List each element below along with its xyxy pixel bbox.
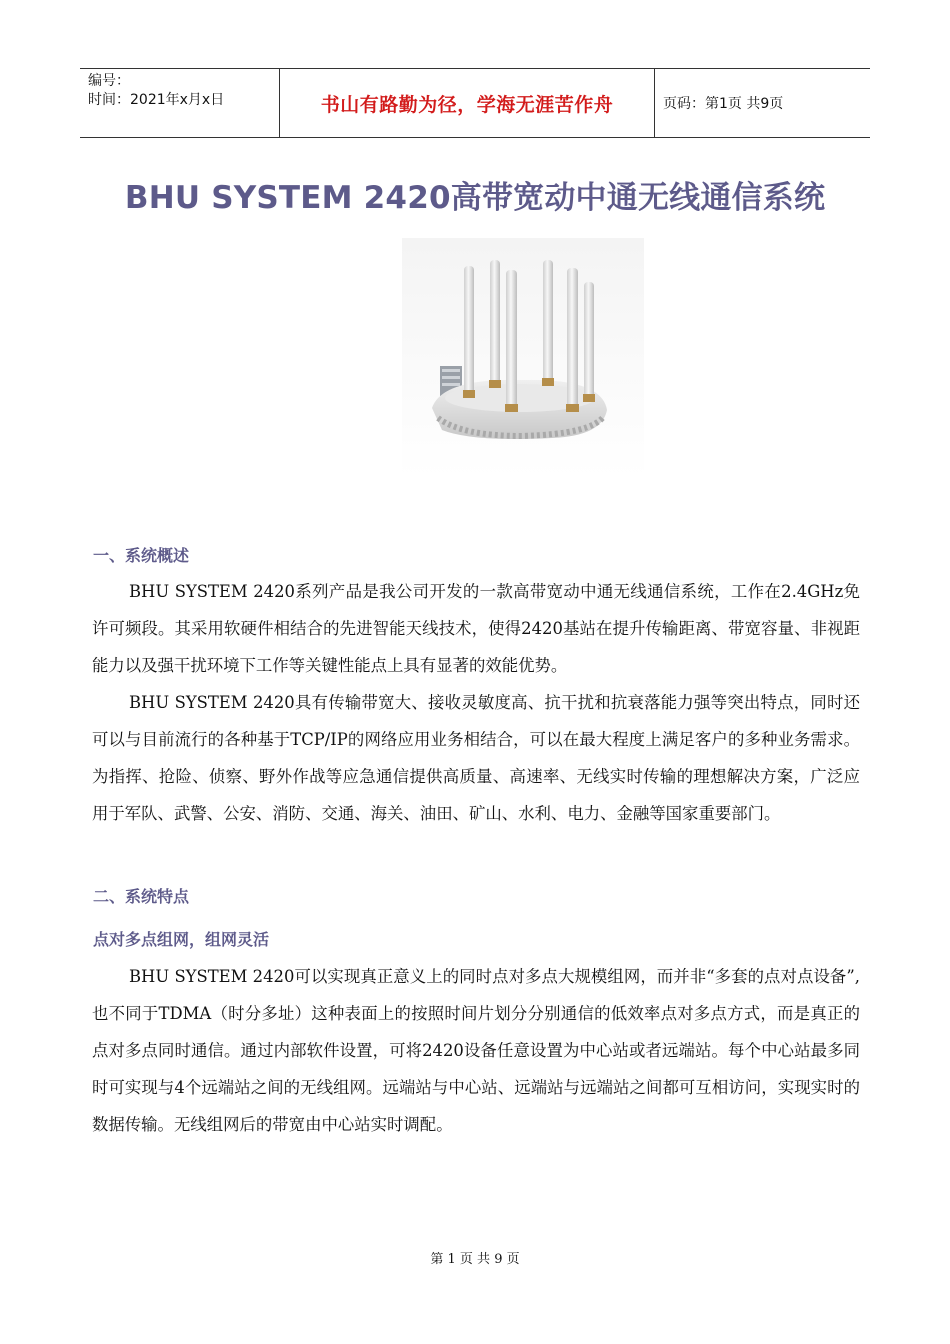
document-title: BHU SYSTEM 2420高带宽动中通无线通信系统: [124, 180, 826, 216]
paragraph: BHU SYSTEM 2420系列产品是我公司开发的一款高带宽动中通无线通信系统，工作在2.4GHz免许可频段。其采用软硬件相结合的先进智能天线技术，使得2420基站在提升传输距离、带宽容量、非视距能力以及强干扰环境下工作等关键性能点上具有显著的效能优势。: [92, 582, 860, 675]
header-meta: [80, 69, 280, 137]
paragraph: BHU SYSTEM 2420可以实现真正意义上的同时点对多点大规模组网，而并非“多套的点对点设备”,也不同于TDMA（时分多址）这种表面上的按照时间片划分分别通信的低效率点对多点方式，而是真正的点对多点同时通信。通过内部软件设置，可将2420设备任意设置为中心站或者远端站。每个中心站最多同时可实现与4个远端站之间的无线组网。远端站与中心站、远端站与远端站之间都可互相访问，实现实时的数据传输。无线组网后的带宽由中心站实时调配。: [92, 967, 860, 1134]
antenna-device-image: [402, 238, 644, 478]
section-heading-overview: 一、系统概述: [93, 546, 190, 565]
section-heading-features: 二、系统特点: [93, 887, 190, 906]
date-label: 时间：2021年x月x日: [88, 92, 225, 108]
page-header: [80, 68, 870, 138]
header-page-code: 页码：第1页 共9页: [663, 96, 784, 112]
number-label: 编号：: [88, 73, 130, 89]
paragraph: BHU SYSTEM 2420具有传输带宽大、接收灵敏度高、抗干扰和抗衰落能力强等突出特点，同时还可以与目前流行的各种基于TCP/IP的网络应用业务相结合，可以在最大程度上满足客户的多种业务需求。为指挥、抢险、侦察、野外作战等应急通信提供高质量、高速率、无线实时传输的理想解决方案，广泛应用于军队、武警、公安、消防、交通、海关、油田、矿山、水利、电力、金融等国家重要部门。: [92, 693, 860, 823]
subheading-networking: 点对多点组网，组网灵活: [93, 930, 270, 949]
header-motto: 书山有路勤为径，学海无涯苦作舟: [280, 69, 655, 137]
page-footer: 第 1 页 共 9 页: [430, 1252, 520, 1267]
